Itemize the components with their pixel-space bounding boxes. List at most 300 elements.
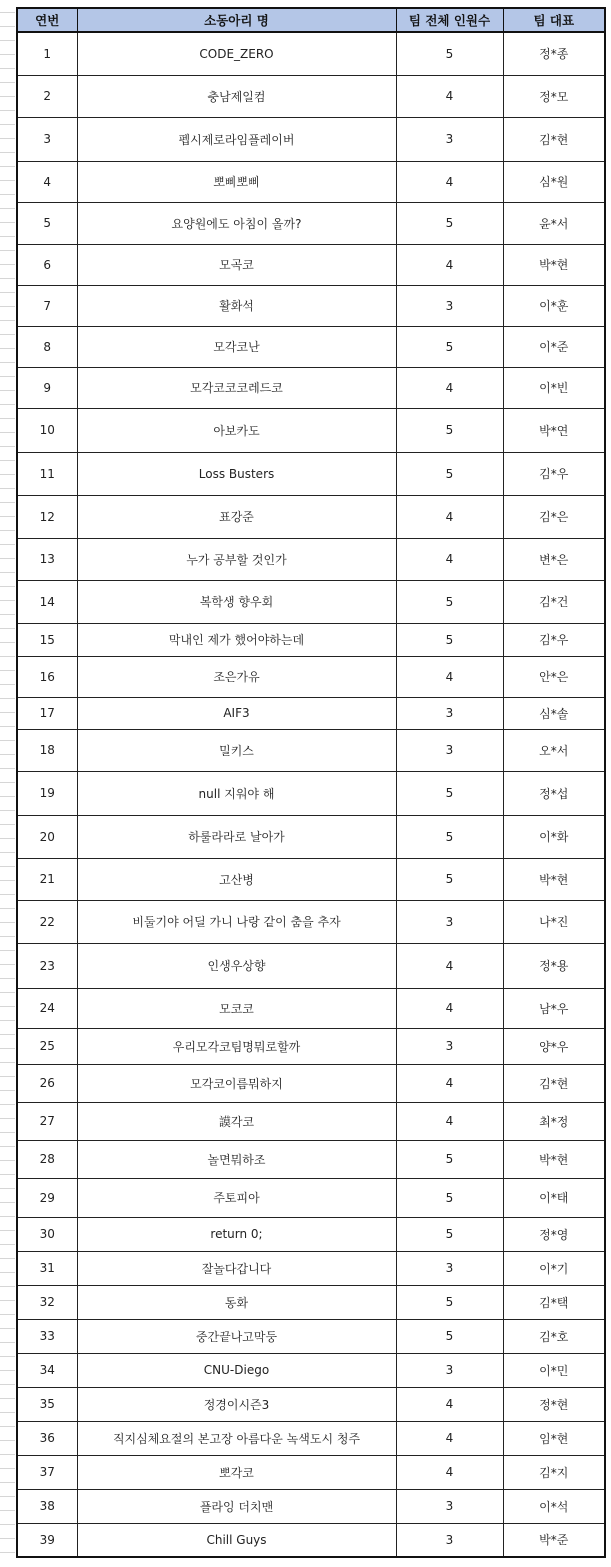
- gutter-line: [0, 712, 15, 713]
- cell-member-count[interactable]: 5: [396, 326, 503, 367]
- cell-member-count[interactable]: 3: [396, 1353, 503, 1387]
- gutter-line: [0, 40, 15, 41]
- gutter-line: [0, 194, 15, 195]
- gutter-line: [0, 614, 15, 615]
- gutter-line: [0, 1146, 15, 1147]
- cell-leader[interactable]: 윤*서: [503, 202, 605, 244]
- cell-number[interactable]: 20: [17, 815, 77, 858]
- cell-club-name[interactable]: 모각코이름뭐하지: [77, 1064, 396, 1102]
- header-club-name[interactable]: 소동아리 명: [77, 8, 396, 32]
- cell-member-count[interactable]: 5: [396, 771, 503, 815]
- cell-member-count[interactable]: 3: [396, 1028, 503, 1064]
- table-row: [17, 943, 605, 988]
- cell-member-count[interactable]: 3: [396, 1489, 503, 1523]
- cell-club-name[interactable]: 조은가유: [77, 656, 396, 697]
- gutter-line: [0, 1412, 15, 1413]
- gutter-line: [0, 152, 15, 153]
- cell-number[interactable]: 26: [17, 1064, 77, 1102]
- gutter-line: [0, 936, 15, 937]
- gutter-line: [0, 628, 15, 629]
- cell-leader[interactable]: 이*화: [503, 815, 605, 858]
- cell-number[interactable]: 33: [17, 1319, 77, 1353]
- cell-club-name[interactable]: CNU-Diego: [77, 1353, 396, 1387]
- gutter-line: [0, 796, 15, 797]
- table-row: [17, 900, 605, 943]
- header-member-count[interactable]: 팀 전체 인원수: [396, 8, 503, 32]
- cell-club-name[interactable]: 중간끝나고막둥: [77, 1319, 396, 1353]
- cell-leader[interactable]: 이*준: [503, 326, 605, 367]
- cell-club-name[interactable]: 표강준: [77, 495, 396, 538]
- gutter-line: [0, 1510, 15, 1511]
- gutter-line: [0, 1006, 15, 1007]
- gutter-line: [0, 250, 15, 251]
- cell-number[interactable]: 28: [17, 1140, 77, 1178]
- cell-number[interactable]: 38: [17, 1489, 77, 1523]
- table-row: [17, 1140, 605, 1178]
- gutter-line: [0, 334, 15, 335]
- table-row: [17, 1064, 605, 1102]
- cell-number[interactable]: 29: [17, 1178, 77, 1217]
- cell-club-name[interactable]: 잘놀다갑니다: [77, 1251, 396, 1285]
- gutter-line: [0, 978, 15, 979]
- cell-club-name[interactable]: 모각코코코레드코: [77, 367, 396, 408]
- cell-leader[interactable]: 나*진: [503, 900, 605, 943]
- gutter-line: [0, 222, 15, 223]
- cell-leader[interactable]: 정*종: [503, 32, 605, 75]
- cell-number[interactable]: 17: [17, 697, 77, 729]
- cell-number[interactable]: 15: [17, 623, 77, 656]
- cell-number[interactable]: 10: [17, 408, 77, 452]
- cell-leader[interactable]: 남*우: [503, 988, 605, 1028]
- cell-club-name[interactable]: 우리모각코팀명뭐로할까: [77, 1028, 396, 1064]
- cell-member-count[interactable]: 3: [396, 900, 503, 943]
- gutter-line: [0, 1048, 15, 1049]
- cell-club-name[interactable]: 모각코난: [77, 326, 396, 367]
- gutter-line: [0, 1328, 15, 1329]
- cell-club-name[interactable]: 놀면뭐하조: [77, 1140, 396, 1178]
- gutter-line: [0, 992, 15, 993]
- cell-leader[interactable]: 김*현: [503, 117, 605, 161]
- cell-club-name[interactable]: 정경이시즌3: [77, 1387, 396, 1421]
- cell-club-name[interactable]: 주토피아: [77, 1178, 396, 1217]
- gutter-line: [0, 810, 15, 811]
- cell-club-name[interactable]: 펩시제로라임플레이버: [77, 117, 396, 161]
- cell-leader[interactable]: 이*기: [503, 1251, 605, 1285]
- table-row: [17, 858, 605, 900]
- cell-member-count[interactable]: 5: [396, 408, 503, 452]
- cell-leader[interactable]: 이*훈: [503, 285, 605, 326]
- cell-member-count[interactable]: 3: [396, 729, 503, 771]
- cell-number[interactable]: 24: [17, 988, 77, 1028]
- gutter-line: [0, 320, 15, 321]
- gutter-line: [0, 1468, 15, 1469]
- table-row: [17, 75, 605, 117]
- cell-number[interactable]: 23: [17, 943, 77, 988]
- gutter-line: [0, 236, 15, 237]
- gutter-line: [0, 768, 15, 769]
- cell-number[interactable]: 36: [17, 1421, 77, 1455]
- gutter-line: [0, 782, 15, 783]
- cell-number[interactable]: 31: [17, 1251, 77, 1285]
- gutter-line: [0, 166, 15, 167]
- cell-number[interactable]: 27: [17, 1102, 77, 1140]
- cell-leader[interactable]: 김*택: [503, 1285, 605, 1319]
- gutter-line: [0, 418, 15, 419]
- gutter-line: [0, 1356, 15, 1357]
- cell-number[interactable]: 8: [17, 326, 77, 367]
- gutter-line: [0, 908, 15, 909]
- cell-leader[interactable]: 김*지: [503, 1455, 605, 1489]
- gutter-line: [0, 684, 15, 685]
- cell-leader[interactable]: 김*은: [503, 495, 605, 538]
- gutter-line: [0, 348, 15, 349]
- header-number[interactable]: 연번: [17, 8, 77, 32]
- cell-club-name[interactable]: Loss Busters: [77, 452, 396, 495]
- gutter-line: [0, 586, 15, 587]
- cell-number[interactable]: 22: [17, 900, 77, 943]
- gutter-line: [0, 1188, 15, 1189]
- cell-leader[interactable]: 박*준: [503, 1523, 605, 1557]
- cell-leader[interactable]: 김*우: [503, 452, 605, 495]
- gutter-line: [0, 558, 15, 559]
- cell-leader[interactable]: 박*현: [503, 1140, 605, 1178]
- cell-number[interactable]: 11: [17, 452, 77, 495]
- cell-number[interactable]: 2: [17, 75, 77, 117]
- table-row: [17, 656, 605, 697]
- gutter-line: [0, 950, 15, 951]
- cell-number[interactable]: 19: [17, 771, 77, 815]
- cell-club-name[interactable]: 하룰라라로 날아가: [77, 815, 396, 858]
- gutter-line: [0, 1020, 15, 1021]
- gutter-line: [0, 1300, 15, 1301]
- cell-club-name[interactable]: 아보카도: [77, 408, 396, 452]
- table-row: [17, 729, 605, 771]
- table-row: [17, 1455, 605, 1489]
- cell-member-count[interactable]: 5: [396, 452, 503, 495]
- cell-number[interactable]: 9: [17, 367, 77, 408]
- cell-member-count[interactable]: 4: [396, 495, 503, 538]
- cell-club-name[interactable]: null 지워야 해: [77, 771, 396, 815]
- gutter-line: [0, 376, 15, 377]
- cell-member-count[interactable]: 5: [396, 1319, 503, 1353]
- cell-number[interactable]: 21: [17, 858, 77, 900]
- cell-leader[interactable]: 심*원: [503, 161, 605, 202]
- table-row: [17, 1251, 605, 1285]
- cell-club-name[interactable]: 모곡코: [77, 244, 396, 285]
- gutter-line: [0, 1104, 15, 1105]
- cell-club-name[interactable]: 복학생 향우회: [77, 580, 396, 623]
- gutter-line: [0, 1272, 15, 1273]
- cell-club-name[interactable]: CODE_ZERO: [77, 32, 396, 75]
- gutter-line: [0, 1426, 15, 1427]
- cell-club-name[interactable]: 동화: [77, 1285, 396, 1319]
- cell-number[interactable]: 37: [17, 1455, 77, 1489]
- cell-club-name[interactable]: 누가 공부할 것인가: [77, 538, 396, 580]
- cell-number[interactable]: 30: [17, 1217, 77, 1251]
- table-row: [17, 285, 605, 326]
- gutter-line: [0, 12, 15, 13]
- cell-leader[interactable]: 박*현: [503, 858, 605, 900]
- cell-leader[interactable]: 심*솔: [503, 697, 605, 729]
- gutter-line: [0, 26, 15, 27]
- cell-number[interactable]: 34: [17, 1353, 77, 1387]
- table-row: [17, 452, 605, 495]
- table-row: [17, 367, 605, 408]
- gutter-line: [0, 1062, 15, 1063]
- cell-number[interactable]: 6: [17, 244, 77, 285]
- gutter-line: [0, 1034, 15, 1035]
- table-row: [17, 771, 605, 815]
- gutter-line: [0, 446, 15, 447]
- cell-member-count[interactable]: 4: [396, 1455, 503, 1489]
- cell-member-count[interactable]: 3: [396, 117, 503, 161]
- cell-leader[interactable]: 최*정: [503, 1102, 605, 1140]
- gutter-line: [0, 180, 15, 181]
- gutter-line: [0, 488, 15, 489]
- gutter-line: [0, 1370, 15, 1371]
- gutter-line: [0, 642, 15, 643]
- cell-member-count[interactable]: 4: [396, 367, 503, 408]
- club-table: [16, 7, 606, 1558]
- gutter-line: [0, 278, 15, 279]
- cell-member-count[interactable]: 4: [396, 1421, 503, 1455]
- cell-member-count[interactable]: 4: [396, 943, 503, 988]
- cell-member-count[interactable]: 4: [396, 1102, 503, 1140]
- gutter-line: [0, 502, 15, 503]
- table-row: [17, 32, 605, 75]
- gutter-line: [0, 894, 15, 895]
- cell-member-count[interactable]: 5: [396, 858, 503, 900]
- cell-club-name[interactable]: 밀키스: [77, 729, 396, 771]
- gutter-line: [0, 1118, 15, 1119]
- gutter-line: [0, 1454, 15, 1455]
- cell-leader[interactable]: 변*은: [503, 538, 605, 580]
- gutter-line: [0, 516, 15, 517]
- gutter-line: [0, 1496, 15, 1497]
- gutter-line: [0, 824, 15, 825]
- gutter-line: [0, 1286, 15, 1287]
- gutter-line: [0, 110, 15, 111]
- cell-number[interactable]: 35: [17, 1387, 77, 1421]
- cell-member-count[interactable]: 3: [396, 1523, 503, 1557]
- cell-member-count[interactable]: 4: [396, 161, 503, 202]
- cell-member-count[interactable]: 3: [396, 697, 503, 729]
- gutter-line: [0, 880, 15, 881]
- gutter-line: [0, 1202, 15, 1203]
- table-row: [17, 988, 605, 1028]
- cell-member-count[interactable]: 5: [396, 1140, 503, 1178]
- cell-leader[interactable]: 정*영: [503, 1217, 605, 1251]
- table-row: [17, 408, 605, 452]
- gutter-line: [0, 68, 15, 69]
- table-row: [17, 1319, 605, 1353]
- cell-leader[interactable]: 김*우: [503, 623, 605, 656]
- gutter-line: [0, 264, 15, 265]
- cell-member-count[interactable]: 5: [396, 1285, 503, 1319]
- cell-club-name[interactable]: AIF3: [77, 697, 396, 729]
- cell-number[interactable]: 32: [17, 1285, 77, 1319]
- cell-number[interactable]: 3: [17, 117, 77, 161]
- cell-member-count[interactable]: 5: [396, 32, 503, 75]
- cell-number[interactable]: 5: [17, 202, 77, 244]
- cell-club-name[interactable]: 모코코: [77, 988, 396, 1028]
- cell-club-name[interactable]: 막내인 제가 했어야하는데: [77, 623, 396, 656]
- table-row: [17, 1028, 605, 1064]
- cell-club-name[interactable]: 요양원에도 아침이 올까?: [77, 202, 396, 244]
- gutter-line: [0, 530, 15, 531]
- table-row: [17, 580, 605, 623]
- gutter-line: [0, 1482, 15, 1483]
- gutter-line: [0, 838, 15, 839]
- cell-leader[interactable]: 이*민: [503, 1353, 605, 1387]
- cell-member-count[interactable]: 5: [396, 1178, 503, 1217]
- gutter-line: [0, 306, 15, 307]
- cell-leader[interactable]: 김*건: [503, 580, 605, 623]
- cell-number[interactable]: 12: [17, 495, 77, 538]
- table-row: [17, 495, 605, 538]
- cell-member-count[interactable]: 5: [396, 202, 503, 244]
- cell-leader[interactable]: 안*은: [503, 656, 605, 697]
- table-row: [17, 1421, 605, 1455]
- table-row: [17, 244, 605, 285]
- gutter-line: [0, 96, 15, 97]
- gutter-line: [0, 390, 15, 391]
- cell-member-count[interactable]: 5: [396, 815, 503, 858]
- header-row: [17, 8, 605, 32]
- cell-member-count[interactable]: 3: [396, 1251, 503, 1285]
- table-row: [17, 326, 605, 367]
- gutter-line: [0, 1174, 15, 1175]
- gutter-line: [0, 1132, 15, 1133]
- gutter-line: [0, 600, 15, 601]
- gutter-line: [0, 1440, 15, 1441]
- cell-club-name[interactable]: 인생우상향: [77, 943, 396, 988]
- cell-member-count[interactable]: 4: [396, 1064, 503, 1102]
- cell-club-name[interactable]: Chill Guys: [77, 1523, 396, 1557]
- cell-club-name[interactable]: 謨각코: [77, 1102, 396, 1140]
- gutter-line: [0, 1258, 15, 1259]
- cell-club-name[interactable]: 고산병: [77, 858, 396, 900]
- cell-leader[interactable]: 정*모: [503, 75, 605, 117]
- cell-number[interactable]: 18: [17, 729, 77, 771]
- gutter-line: [0, 698, 15, 699]
- cell-number[interactable]: 39: [17, 1523, 77, 1557]
- cell-leader[interactable]: 이*빈: [503, 367, 605, 408]
- cell-leader[interactable]: 오*서: [503, 729, 605, 771]
- cell-member-count[interactable]: 5: [396, 580, 503, 623]
- cell-club-name[interactable]: 플라잉 더치맨: [77, 1489, 396, 1523]
- gutter-line: [0, 1314, 15, 1315]
- table-row: [17, 815, 605, 858]
- cell-leader[interactable]: 양*우: [503, 1028, 605, 1064]
- gutter-line: [0, 1384, 15, 1385]
- cell-leader[interactable]: 이*석: [503, 1489, 605, 1523]
- cell-member-count[interactable]: 5: [396, 623, 503, 656]
- gutter-line: [0, 292, 15, 293]
- gutter-line: [0, 54, 15, 55]
- table-row: [17, 1489, 605, 1523]
- gutter-line: [0, 726, 15, 727]
- cell-leader[interactable]: 임*현: [503, 1421, 605, 1455]
- table-row: [17, 117, 605, 161]
- gutter-line: [0, 1076, 15, 1077]
- gutter-line: [0, 362, 15, 363]
- cell-member-count[interactable]: 4: [396, 538, 503, 580]
- cell-leader[interactable]: 김*현: [503, 1064, 605, 1102]
- cell-club-name[interactable]: 활화석: [77, 285, 396, 326]
- cell-club-name[interactable]: 직지심체요절의 본고장 아름다운 녹색도시 청주: [77, 1421, 396, 1455]
- gutter-line: [0, 1538, 15, 1539]
- cell-number[interactable]: 4: [17, 161, 77, 202]
- cell-club-name[interactable]: return 0;: [77, 1217, 396, 1251]
- gutter-line: [0, 404, 15, 405]
- table-row: [17, 161, 605, 202]
- cell-member-count[interactable]: 3: [396, 285, 503, 326]
- cell-number[interactable]: 16: [17, 656, 77, 697]
- cell-member-count[interactable]: 4: [396, 656, 503, 697]
- cell-leader[interactable]: 박*연: [503, 408, 605, 452]
- gutter-line: [0, 866, 15, 867]
- gutter-line: [0, 432, 15, 433]
- gutter-line: [0, 1160, 15, 1161]
- gutter-line: [0, 1524, 15, 1525]
- cell-member-count[interactable]: 4: [396, 1387, 503, 1421]
- gutter-line: [0, 82, 15, 83]
- cell-member-count[interactable]: 4: [396, 244, 503, 285]
- table-row: [17, 1387, 605, 1421]
- cell-club-name[interactable]: 뽀각코: [77, 1455, 396, 1489]
- cell-member-count[interactable]: 4: [396, 75, 503, 117]
- gutter-line: [0, 754, 15, 755]
- gutter-line: [0, 1342, 15, 1343]
- cell-leader[interactable]: 이*태: [503, 1178, 605, 1217]
- cell-number[interactable]: 25: [17, 1028, 77, 1064]
- gutter-line: [0, 656, 15, 657]
- gutter-line: [0, 1552, 15, 1553]
- cell-member-count[interactable]: 5: [396, 1217, 503, 1251]
- gutter-line: [0, 740, 15, 741]
- gutter-line: [0, 964, 15, 965]
- gutter-line: [0, 208, 15, 209]
- table-row: [17, 1102, 605, 1140]
- cell-member-count[interactable]: 4: [396, 988, 503, 1028]
- table-row: [17, 1178, 605, 1217]
- header-leader[interactable]: 팀 대표: [503, 8, 605, 32]
- cell-club-name[interactable]: 충남제일컴: [77, 75, 396, 117]
- cell-number[interactable]: 13: [17, 538, 77, 580]
- cell-number[interactable]: 14: [17, 580, 77, 623]
- cell-number[interactable]: 1: [17, 32, 77, 75]
- gutter-line: [0, 1244, 15, 1245]
- table-row: [17, 202, 605, 244]
- cell-leader[interactable]: 김*호: [503, 1319, 605, 1353]
- table-row: [17, 697, 605, 729]
- gutter-line: [0, 922, 15, 923]
- cell-leader[interactable]: 정*용: [503, 943, 605, 988]
- cell-club-name[interactable]: 비둘기야 어딜 가니 나랑 같이 춤을 추자: [77, 900, 396, 943]
- gutter-line: [0, 124, 15, 125]
- gutter-line: [0, 460, 15, 461]
- cell-club-name[interactable]: 뽀삐뽀삐: [77, 161, 396, 202]
- cell-leader[interactable]: 정*섭: [503, 771, 605, 815]
- cell-number[interactable]: 7: [17, 285, 77, 326]
- cell-leader[interactable]: 정*현: [503, 1387, 605, 1421]
- table-row: [17, 538, 605, 580]
- table-row: [17, 623, 605, 656]
- gutter-line: [0, 852, 15, 853]
- row-gutter: [0, 0, 16, 1567]
- cell-leader[interactable]: 박*현: [503, 244, 605, 285]
